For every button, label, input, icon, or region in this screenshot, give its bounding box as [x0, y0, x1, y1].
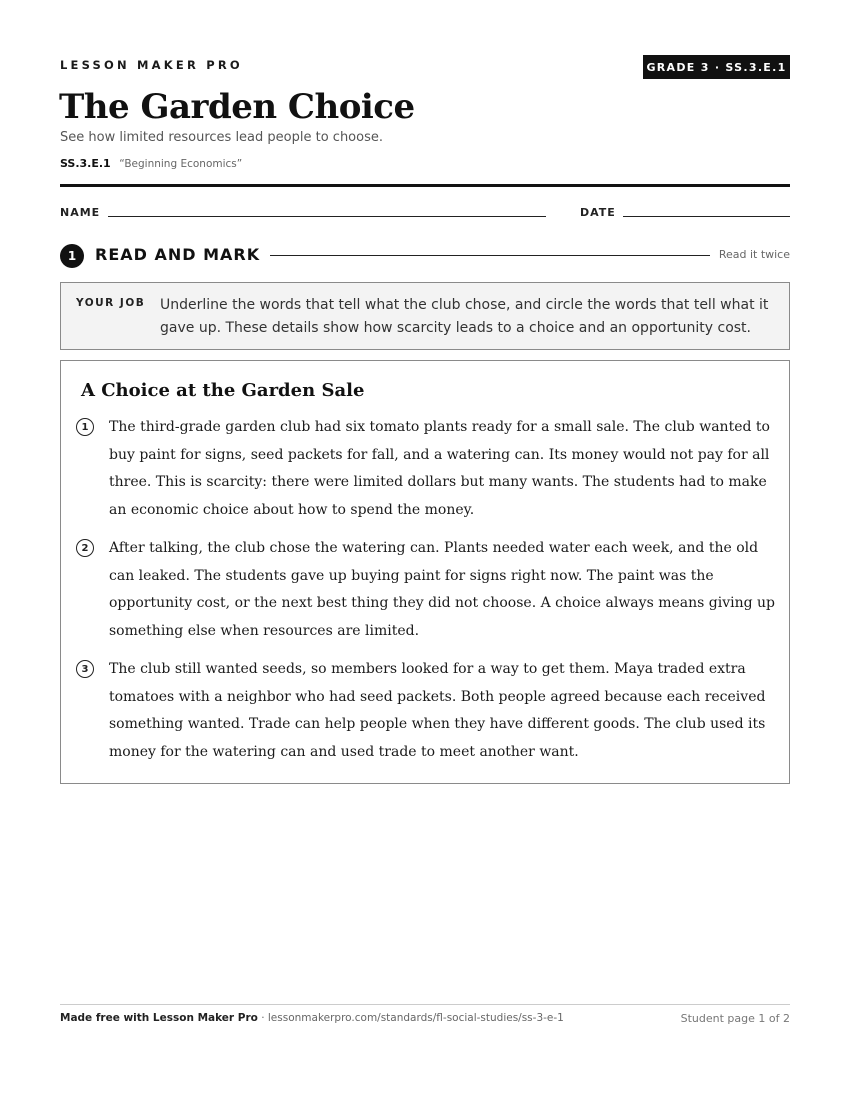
- standard-line: [60, 157, 242, 170]
- name-field[interactable]: [108, 216, 546, 217]
- section-divider: [270, 255, 710, 256]
- name-label: NAME: [60, 206, 101, 219]
- paragraph-1: The third-grade garden club had six tomato plants ready for a small sale. The club wanted to buy paint for signs, seed packets for fall, and a watering can. Its money would not pay for all three. This is scarcity: there were limited dollars but many wants. The students had to make an economic choice about how to spend the money.: [109, 419, 770, 518]
- reading-passage-box: [60, 360, 790, 784]
- date-label: DATE: [580, 206, 616, 219]
- header-divider: [60, 184, 790, 187]
- paragraph-3: The club still wanted seeds, so members looked for a way to get them. Maya traded extra tomatoes with a neighbor who had seed packets. Both people agreed because each received something wanted. Trade can help people when they have different goods. The club used its money for the watering can and used trade to meet another want.: [109, 661, 766, 760]
- page-indicator: Student page 1 of 2: [680, 1012, 790, 1025]
- job-instructions-box: [60, 282, 790, 350]
- footer-made-by: Made free with Lesson Maker Pro: [60, 1012, 258, 1024]
- section-number-badge: 1: [60, 244, 84, 268]
- section-title: READ AND MARK: [95, 245, 261, 264]
- page-subtitle: See how limited resources lead people to choose.: [60, 130, 383, 145]
- footer-divider: [60, 1004, 790, 1005]
- reading-title: A Choice at the Garden Sale: [81, 380, 365, 401]
- standard-name: “Beginning Economics”: [119, 158, 243, 170]
- brand-name: LESSON MAKER PRO: [60, 58, 243, 72]
- footer-credit: [60, 1012, 564, 1024]
- paragraph-number-3: 3: [76, 660, 94, 678]
- paragraph-number-2: 2: [76, 539, 94, 557]
- grade-badge: GRADE 3 · SS.3.E.1: [643, 55, 790, 79]
- page-title: The Garden Choice: [59, 87, 415, 127]
- paragraph-2: After talking, the club chose the watering can. Plants needed water each week, and the old can leaked. The students gave up buying paint for signs right now. The paint was the opportunity cost, or the next best thing they did not choose. A choice always means giving up something else when resources are limited.: [109, 540, 775, 639]
- section-note: Read it twice: [718, 248, 790, 261]
- job-label: YOUR JOB: [76, 297, 146, 309]
- footer-url[interactable]: · lessonmakerpro.com/standards/fl-social-studies/ss-3-e-1: [261, 1012, 564, 1024]
- standard-code: SS.3.E.1: [60, 157, 111, 170]
- paragraph-number-1: 1: [76, 418, 94, 436]
- date-field[interactable]: [623, 216, 790, 217]
- job-text: Underline the words that tell what the club chose, and circle the words that tell what it gave up. These details show how scarcity leads to a choice and an opportunity cost.: [160, 297, 769, 336]
